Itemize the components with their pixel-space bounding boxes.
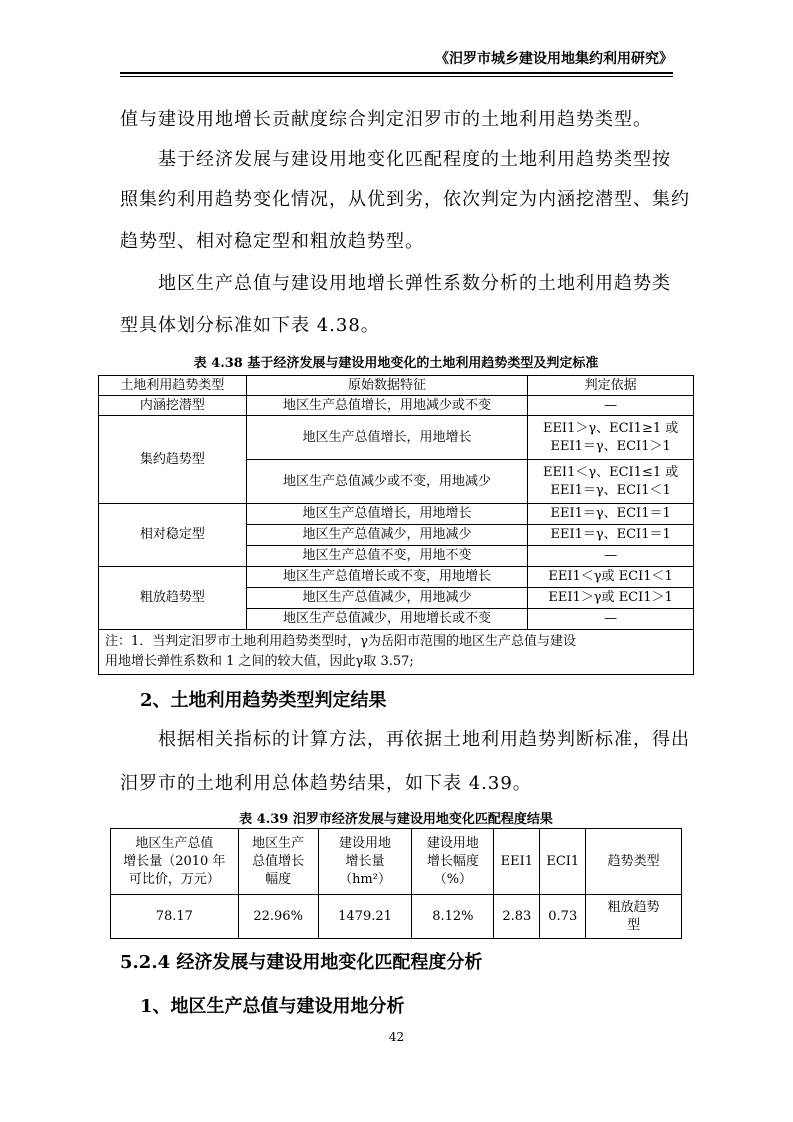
header-line: 建设用地: [339, 835, 392, 851]
header-line: （%）: [433, 871, 473, 887]
paragraph-line: 型具体划分标准如下表 4.38。: [120, 315, 380, 336]
paragraph-line: 地区生产总值与建设用地增长弹性系数分析的土地利用趋势类: [120, 273, 671, 294]
basis-cell: EEI1＝γ、ECI1＝1: [528, 504, 694, 525]
header-line: 地区生产总值: [135, 835, 214, 851]
feature-cell: 地区生产总值增长或不变，用地增长: [246, 567, 527, 588]
table-header-row: [111, 829, 682, 895]
header-rule-thin: [120, 76, 673, 77]
column-header: ECI1: [540, 829, 586, 895]
header-line: 地区生产: [252, 835, 305, 851]
column-header: 土地利用趋势类型: [99, 376, 247, 396]
feature-cell: 地区生产总值不变，用地不变: [246, 546, 527, 567]
table-header-row: [99, 376, 694, 396]
column-header: [238, 829, 318, 895]
basis-cell: —: [528, 396, 694, 416]
table-439-caption: 表 4.39 汨罗市经济发展与建设用地变化匹配程度结果: [239, 812, 553, 827]
basis-line: EEI1＝γ、ECI1＞1: [550, 438, 671, 454]
header-line: 增长幅度: [426, 853, 479, 869]
running-header: 《汨罗市城乡建设用地集约利用研究》: [435, 51, 673, 67]
basis-cell: [528, 460, 694, 504]
cell-line: 粗放趋势: [607, 899, 660, 915]
data-cell: 8.12%: [412, 895, 494, 939]
header-line: 增长量（2010 年: [123, 853, 226, 869]
data-cell: 1479.21: [318, 895, 412, 939]
data-cell: 2.83: [494, 895, 540, 939]
table-row: [99, 416, 694, 460]
paragraph-line: 汨罗市的土地利用总体趋势结果，如下表 4.39。: [120, 773, 532, 794]
basis-cell: —: [528, 609, 694, 630]
section-heading: 2、土地利用趋势类型判定结果: [140, 690, 387, 711]
type-cell: 集约趋势型: [99, 416, 247, 504]
table-438: [98, 375, 694, 675]
column-header: 原始数据特征: [246, 376, 527, 396]
paragraph-line: 值与建设用地增长贡献度综合判定汨罗市的土地利用趋势类型。: [120, 109, 652, 130]
header-line: 总值增长: [252, 853, 305, 869]
section-heading: 1、地区生产总值与建设用地分析: [140, 996, 405, 1017]
feature-cell: 地区生产总值增长，用地增长: [246, 504, 527, 525]
note-line: 用地增长弹性系数和 1 之间的较大值，因此γ取 3.57;: [105, 654, 414, 669]
column-header: [412, 829, 494, 895]
data-cell: [586, 895, 682, 939]
data-cell: 78.17: [111, 895, 239, 939]
column-header: 判定依据: [528, 376, 694, 396]
table-row: [99, 396, 694, 416]
paragraph-line: 根据相关指标的计算方法，再依据土地利用趋势判断标准，得出: [120, 729, 690, 750]
feature-cell: 地区生产总值减少，用地减少: [246, 525, 527, 546]
type-cell: 粗放趋势型: [99, 567, 247, 630]
column-header: [318, 829, 412, 895]
basis-cell: EEI1＞γ或 ECI1＞1: [528, 588, 694, 609]
type-cell: 相对稳定型: [99, 504, 247, 567]
table-note: [99, 630, 694, 675]
basis-cell: —: [528, 546, 694, 567]
column-header: 趋势类型: [586, 829, 682, 895]
table-note-row: [99, 630, 694, 675]
table-row: [99, 567, 694, 588]
header-line: 增长量: [345, 853, 385, 869]
header-line: （hm²）: [339, 871, 391, 887]
data-cell: 22.96%: [238, 895, 318, 939]
table-439: [110, 828, 682, 939]
page-number: 42: [388, 1030, 405, 1044]
table-row: [111, 895, 682, 939]
section-heading: 5.2.4 经济发展与建设用地变化匹配程度分析: [120, 952, 483, 973]
header-line: 可比价，万元）: [128, 871, 220, 887]
paragraph-line: 照集约利用趋势变化情况，从优到劣，依次判定为内涵挖潜型、集约: [120, 189, 690, 210]
paragraph-line: 趋势型、相对稳定型和粗放趋势型。: [120, 231, 424, 252]
data-cell: 0.73: [540, 895, 586, 939]
table-row: [99, 504, 694, 525]
type-cell: 内涵挖潜型: [99, 396, 247, 416]
header-line: 建设用地: [426, 835, 479, 851]
basis-line: EEI1＝γ、ECI1＜1: [550, 482, 671, 498]
feature-cell: 地区生产总值增长，用地增长: [246, 416, 527, 460]
feature-cell: 地区生产总值减少，用地减少: [246, 588, 527, 609]
note-line: 注：1．当判定汨罗市土地利用趋势类型时，γ为岳阳市范围的地区生产总值与建设: [105, 634, 577, 649]
basis-cell: [528, 416, 694, 460]
cell-line: 型: [627, 917, 641, 933]
basis-cell: EEI1＜γ或 ECI1＜1: [528, 567, 694, 588]
header-line: 幅度: [265, 871, 292, 887]
feature-cell: 地区生产总值减少，用地增长或不变: [246, 609, 527, 630]
basis-line: EEI1＞γ、ECI1≥1 或: [542, 420, 679, 436]
feature-cell: 地区生产总值增长，用地减少或不变: [246, 396, 527, 416]
header-rule-thick: [120, 72, 673, 74]
basis-line: EEI1＜γ、ECI1≤1 或: [542, 464, 679, 480]
column-header: EEI1: [494, 829, 540, 895]
feature-cell: 地区生产总值减少或不变，用地减少: [246, 460, 527, 504]
basis-cell: EEI1＝γ、ECI1＝1: [528, 525, 694, 546]
column-header: [111, 829, 239, 895]
paragraph-line: 基于经济发展与建设用地变化匹配程度的土地利用趋势类型按: [120, 149, 671, 170]
table-438-caption: 表 4.38 基于经济发展与建设用地变化的土地利用趋势类型及判定标准: [193, 356, 599, 371]
